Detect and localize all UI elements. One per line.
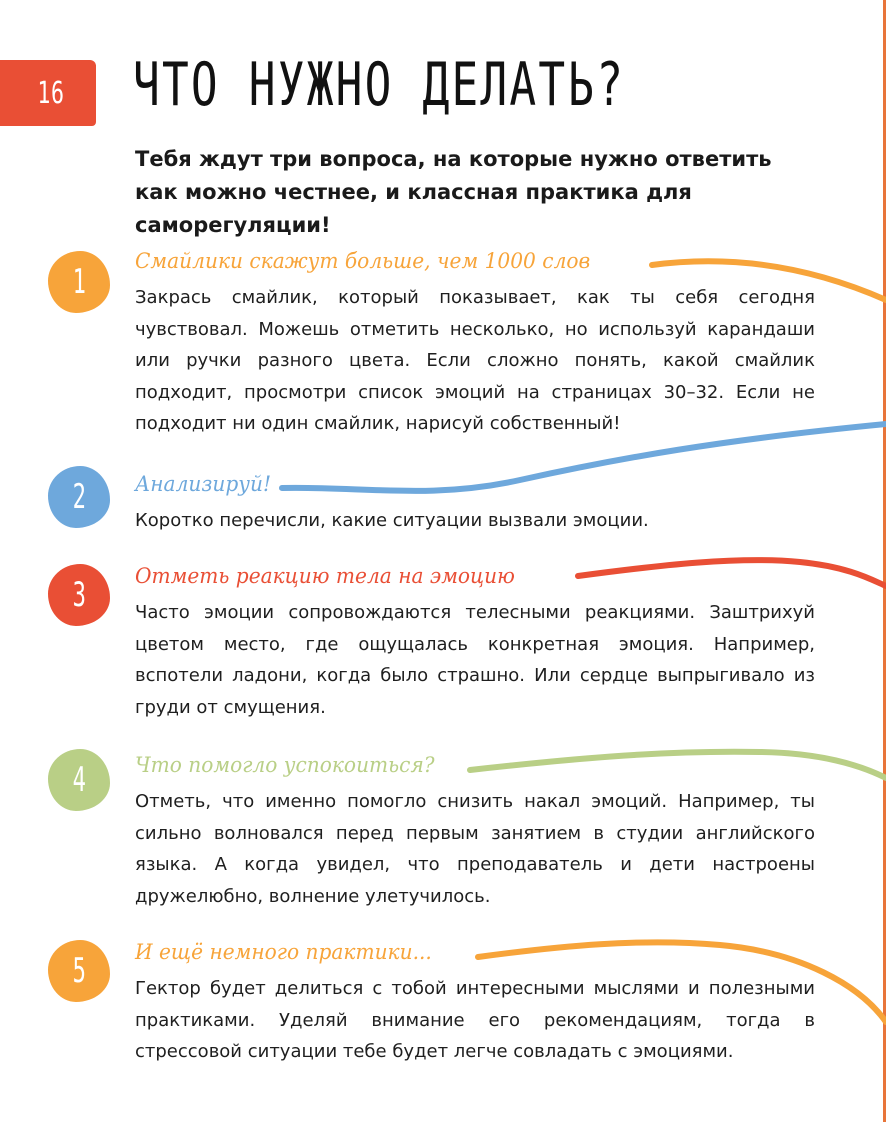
section-number: 2 [72,477,86,517]
section-body: Гектор будет делиться с тобой интересными мыслями и полезными практиками. Уделяй внимание его рекомендациям, тогда в стрессовой ситуации тебе будет легче совладать с эмоциями. [135,978,815,1062]
section-badge-4 [48,749,110,811]
section-heading: Анализируй! [135,472,272,496]
wave-line-4 [470,752,886,778]
section-badge-3 [48,564,110,626]
wave-line-3 [578,560,886,586]
section-body: Коротко перечисли, какие ситуации вызвали эмоции. [135,510,649,531]
section-body: Часто эмоции сопровождаются телесными реакциями. Заштрихуй цветом место, где ощущалась конкретная эмоция. Например, вспотели ладони, когда было страшно. Или сердце выпрыгивало из груди от смущения. [135,602,815,718]
section-badge-2 [48,466,110,528]
section-body: Закрась смайлик, который показывает, как ты себя сегодня чувствовал. Можешь отметить несколько, но используй карандаши или ручки разного цвета. Если сложно понять, какой смайлик подходит, просмотри список эмоций на страницах 30–32. Если не подходит ни один смайлик, нарисуй собственный! [135,287,815,434]
section-number: 3 [72,575,86,615]
page-number-tab [0,60,96,126]
section-heading: Смайлики скажут больше, чем 1000 слов [135,249,591,273]
intro-text: Тебя ждут три вопроса, на которые нужно ответить как можно честнее, и классная практика для саморегуляции! [135,147,772,237]
section-number: 1 [72,262,86,302]
section-body: Отметь, что именно помогло снизить накал эмоций. Например, ты сильно волновался перед первым занятием в студии английского языка. А когда увидел, что преподаватель и дети настроены дружелюбно, волнение улетучилось. [135,791,815,907]
section-number: 5 [72,951,86,991]
page-title: ЧТО НУЖНО ДЕЛАТЬ? [133,50,626,120]
section-heading: Отметь реакцию тела на эмоцию [135,564,515,588]
section-heading: Что помогло успокоиться? [135,753,435,777]
page-number: 16 [37,75,65,111]
section-number: 4 [72,760,86,800]
section-badge-5 [48,940,110,1002]
section-badge-1 [48,251,110,313]
section-heading: И ещё немного практики... [135,940,432,964]
